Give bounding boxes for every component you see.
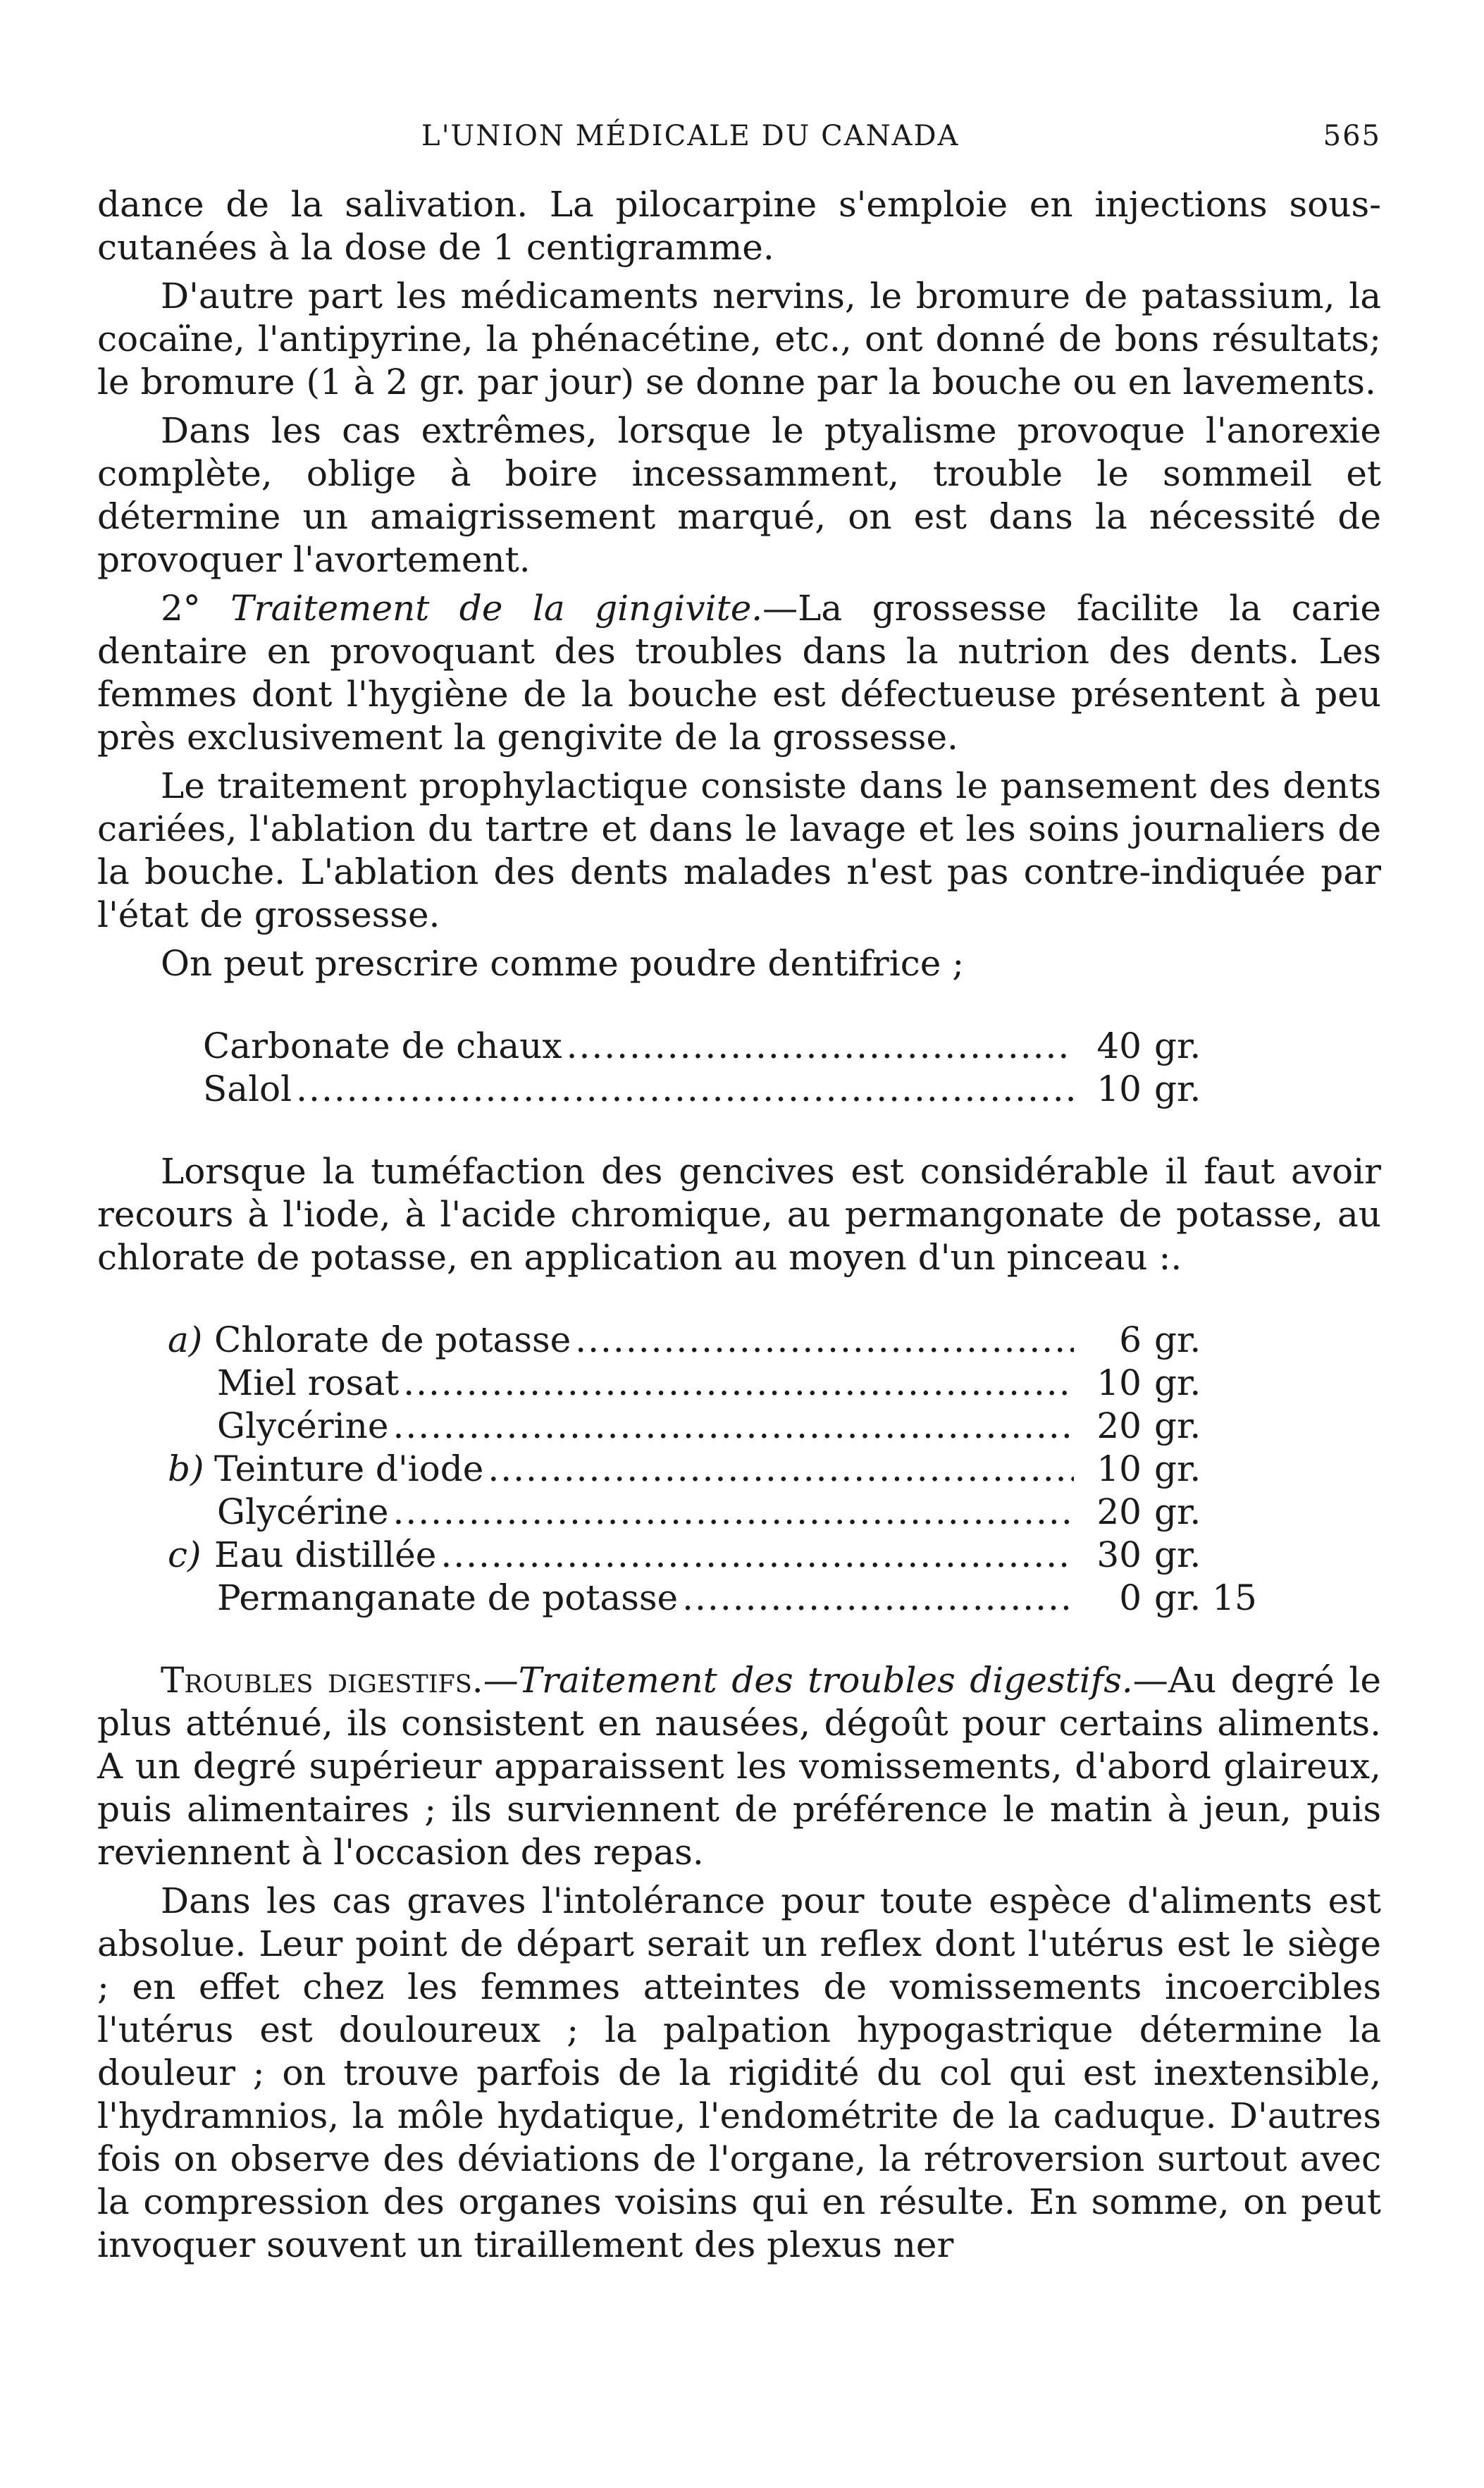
recipe-dentifrice: [97, 1025, 1381, 1111]
ingredient-name: Teinture d'iode: [214, 1448, 484, 1489]
ingredient-quantity: 20: [1096, 1405, 1142, 1446]
paragraph-ptyalisme: Dans les cas extrêmes, lorsque le ptyalisme provoque l'anorexie complète, oblige à boire incessamment, trouble le sommeil et détermine un amaigrissement marqué, on est dans la nécessité de provoquer l'avortement.: [97, 410, 1381, 580]
body-text: [97, 183, 1381, 985]
recipe-letter: b): [168, 1448, 204, 1489]
recipe-row: [97, 1362, 1253, 1405]
recipe-row: [97, 1448, 1253, 1491]
document-page: [97, 120, 1381, 2272]
ingredient-quantity: 0: [1119, 1577, 1142, 1618]
recipe-row: [97, 1577, 1257, 1620]
ingredient-name: Permanganate de potasse: [217, 1577, 679, 1618]
ingredient-quantity: 30: [1096, 1534, 1142, 1575]
paragraph-salivation: dance de la salivation. La pilocarpine s'emploie en injections sous-cutanées à la dose de 1 centigramme.: [97, 184, 1381, 268]
journal-title: L'UNION MÉDICALE DU CANADA: [421, 120, 960, 152]
section-title-gingivite: Traitement de la gingivite.: [230, 588, 763, 629]
dot-leader: [440, 1534, 1074, 1577]
recipe-row: [97, 1534, 1253, 1577]
dot-leader: [392, 1491, 1074, 1534]
section-title-troubles: —Traitement des troubles digestifs.: [483, 1660, 1133, 1701]
recipe-letter: a): [168, 1319, 203, 1360]
body-text-3: [97, 1659, 1381, 2267]
ingredient-quantity: 10: [1096, 1069, 1142, 1109]
dot-leader: [392, 1405, 1074, 1448]
paragraph-cas-graves: Dans les cas graves l'intolérance pour toute espèce d'aliments est absolue. Leur point de départ serait un reflex dont l'utérus est le siège ; en effet chez les femmes atteintes de vomissements incoercibles l'utérus est douloureux ; la palpation hypogastrique détermine la douleur ; on trouve parfois de la rigidité du col qui est inextensible, l'hydramnios, la môle hydatique, l'endométrite de la caduque. D'autres fois on observe des déviations de l'organe, la rétroversion surtout avec la compression des organes voisins qui en résulte. En somme, on peut invoquer souvent un tiraillement des plexus ner: [97, 1880, 1381, 2265]
dot-leader: [575, 1319, 1074, 1362]
body-text-2: [97, 1150, 1381, 1279]
ingredient-quantity: 20: [1096, 1491, 1142, 1532]
page-number: 565: [1323, 120, 1381, 152]
ingredient-quantity: 10: [1096, 1448, 1142, 1489]
ingredient-unit: gr.: [1154, 1448, 1201, 1489]
ingredient-unit: gr.: [1154, 1405, 1201, 1446]
troubles-body: —Au degré le plus atténué, ils consistent en nausées, dégoût pour certains aliments. A un degré supérieur apparaissent les vomissements, d'abord glaireux, puis alimentaires ; ils surviennent de préférence le matin à jeun, puis reviennent à l'occasion des repas.: [97, 1660, 1381, 1873]
ingredient-unit: gr.: [1154, 1026, 1201, 1066]
ingredient-unit: gr.: [1154, 1069, 1201, 1109]
dot-leader: [296, 1068, 1074, 1111]
ingredient-unit: gr.: [1154, 1362, 1201, 1403]
ingredient-unit: gr.: [1154, 1491, 1201, 1532]
section-number: 2°: [161, 588, 201, 629]
recipe-letter: c): [168, 1534, 202, 1575]
dot-leader: [682, 1577, 1074, 1620]
ingredient-name: Glycérine: [217, 1491, 389, 1532]
paragraph-troubles-digestifs: [97, 1659, 1381, 1874]
dot-leader: [488, 1448, 1074, 1491]
ingredient-name: Chlorate de potasse: [214, 1319, 571, 1360]
paragraph-gingivite: [97, 587, 1381, 759]
paragraph-prophylaxie: Le traitement prophylactique consiste dans le pansement des dents cariées, l'ablation du tartre et dans le lavage et les soins journaliers de la bouche. L'ablation des dents malades n'est pas contre-indiquée par l'état de grossesse.: [97, 765, 1381, 935]
ingredient-unit: gr. 15: [1154, 1577, 1257, 1618]
recipe-row: [97, 1025, 1253, 1068]
paragraph-nervins: D'autre part les médicaments nervins, le bromure de patassium, la cocaïne, l'antipyrine, la phénacétine, etc., ont donné de bons résultats; le bromure (1 à 2 gr. par jour) se donne par la bouche ou en lavements.: [97, 276, 1381, 402]
ingredient-quantity: 6: [1119, 1319, 1142, 1360]
ingredient-quantity: 40: [1096, 1026, 1142, 1066]
recipe-gencives: [97, 1319, 1381, 1620]
recipe-row: [97, 1068, 1253, 1111]
dot-leader: [403, 1362, 1074, 1405]
ingredient-quantity: 10: [1096, 1362, 1142, 1403]
dot-leader: [567, 1025, 1074, 1068]
running-header: [97, 120, 1381, 169]
paragraph-tumefaction: Lorsque la tuméfaction des gencives est considérable il faut avoir recours à l'iode, à l'acide chromique, au permangonate de potasse, au chlorate de potasse, en application au moyen d'un pinceau :.: [97, 1151, 1381, 1278]
ingredient-name: Miel rosat: [217, 1362, 400, 1403]
ingredient-name: Eau distillée: [214, 1534, 437, 1575]
ingredient-name: Glycérine: [217, 1405, 389, 1446]
gingivite-body: —La grossesse facilite la carie dentaire en provoquant des troubles dans la nutrion des dents. Les femmes dont l'hygiène de la bouche est défectueuse présentent à peu près exclusivement la gengivite de la grossesse.: [97, 588, 1381, 758]
ingredient-unit: gr.: [1154, 1319, 1201, 1360]
recipe-row: [97, 1319, 1253, 1362]
recipe-row: [97, 1405, 1253, 1448]
paragraph-dentifrice-intro: On peut prescrire comme poudre dentifrice ;: [161, 943, 965, 984]
recipe-row: [97, 1491, 1253, 1534]
ingredient-name: Salol: [203, 1069, 292, 1109]
ingredient-name: Carbonate de chaux: [203, 1026, 562, 1066]
ingredient-unit: gr.: [1154, 1534, 1201, 1575]
section-heading-troubles: Troubles digestifs.: [161, 1660, 483, 1701]
